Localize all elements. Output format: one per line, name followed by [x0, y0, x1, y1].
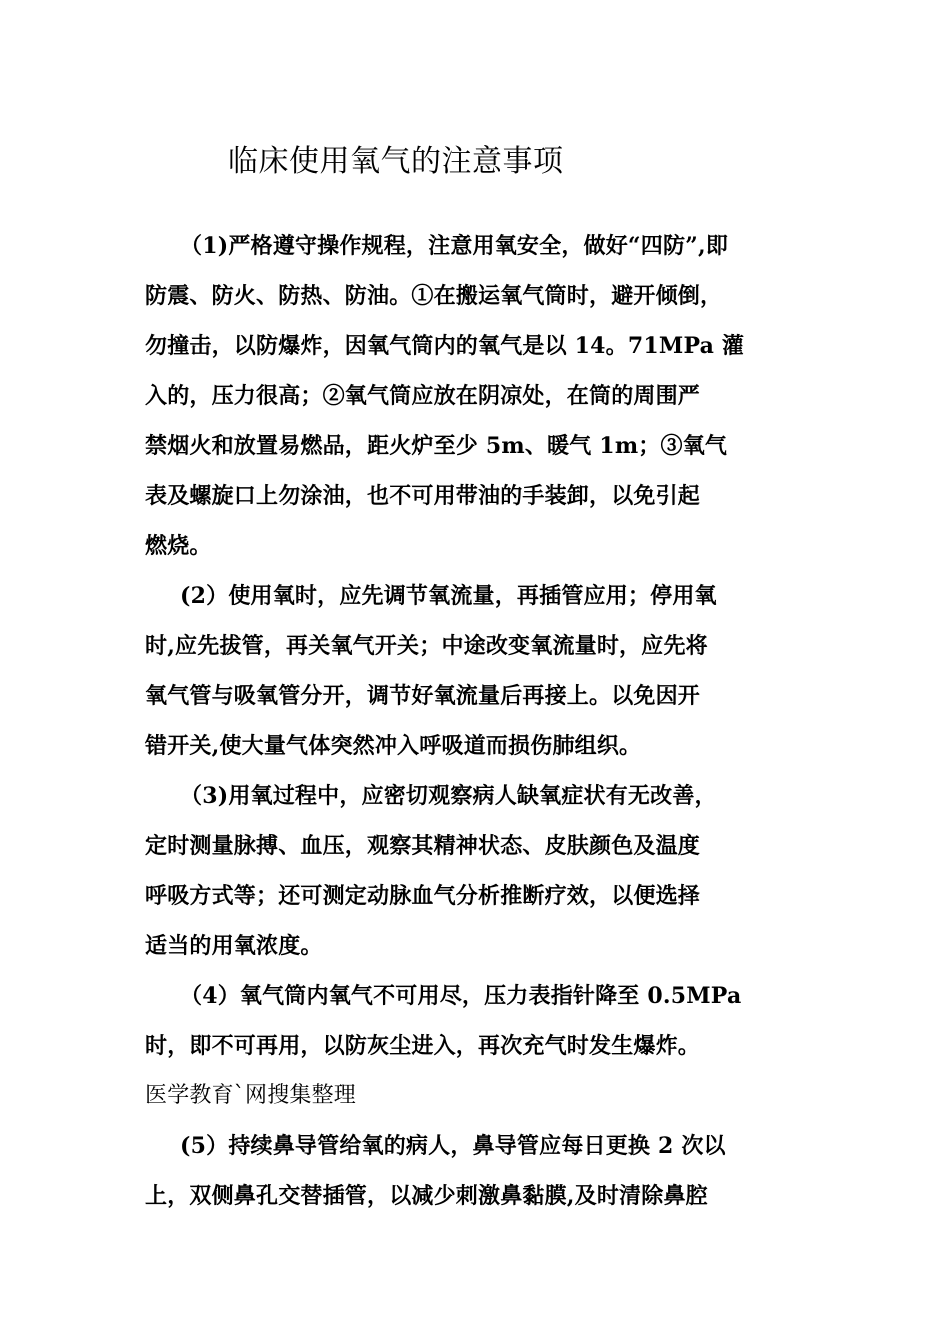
paragraph-3-line-3: 呼吸方式等；还可测定动脉血气分析推断疗效，以便选择	[145, 883, 701, 909]
paragraph-5-line-2: 上，双侧鼻孔交替插管，以减少刺激鼻黏膜,及时清除鼻腔	[145, 1183, 708, 1209]
paragraph-1-line-4: 入的，压力很高；②氧气筒应放在阴凉处，在筒的周围严	[145, 383, 701, 409]
paragraph-4-line-3: 医学教育`网搜集整理	[145, 1083, 357, 1108]
paragraph-4-line-1: （4）氧气筒内氧气不可用尽，压力表指针降至 0.5MPa	[180, 983, 742, 1009]
paragraph-2-line-2: 时,应先拔管，再关氧气开关；中途改变氧流量时，应先将	[145, 633, 708, 659]
paragraph-1-line-2: 防震、防火、防热、防油。①在搬运氧气筒时，避开倾倒，	[145, 283, 723, 309]
paragraph-1-line-7: 燃烧。	[145, 533, 212, 559]
paragraph-1-line-6: 表及螺旋口上勿涂油，也不可用带油的手装卸，以免引起	[145, 483, 701, 509]
paragraph-2-line-1: (2）使用氧时，应先调节氧流量，再插管应用；停用氧	[180, 583, 717, 609]
paragraph-3-line-2: 定时测量脉搏、血压，观察其精神状态、皮肤颜色及温度	[145, 833, 701, 859]
paragraph-4-line-2: 时，即不可再用，以防灰尘进入，再次充气时发生爆炸。	[145, 1033, 701, 1059]
paragraph-2-line-3: 氧气管与吸氧管分开，调节好氧流量后再接上。以免因开	[145, 683, 701, 709]
paragraph-1-line-5: 禁烟火和放置易燃品，距火炉至少 5m、暖气 1m；③氧气	[145, 433, 728, 459]
paragraph-5-line-1: (5）持续鼻导管给氧的病人，鼻导管应每日更换 2 次以	[180, 1133, 726, 1159]
paragraph-2-line-4: 错开关,使大量气体突然冲入呼吸道而损伤肺组织。	[145, 733, 642, 759]
paragraph-3-line-4: 适当的用氧浓度。	[145, 933, 323, 959]
document-title: 临床使用氧气的注意事项	[228, 144, 564, 179]
paragraph-1-line-3: 勿撞击，以防爆炸，因氧气筒内的氧气是以 14。71MPa 灌	[145, 333, 745, 359]
paragraph-3-line-1: （3)用氧过程中，应密切观察病人缺氧症状有无改善，	[180, 783, 717, 809]
paragraph-1-line-1: （1)严格遵守操作规程，注意用氧安全，做好“四防”,即	[180, 233, 729, 259]
